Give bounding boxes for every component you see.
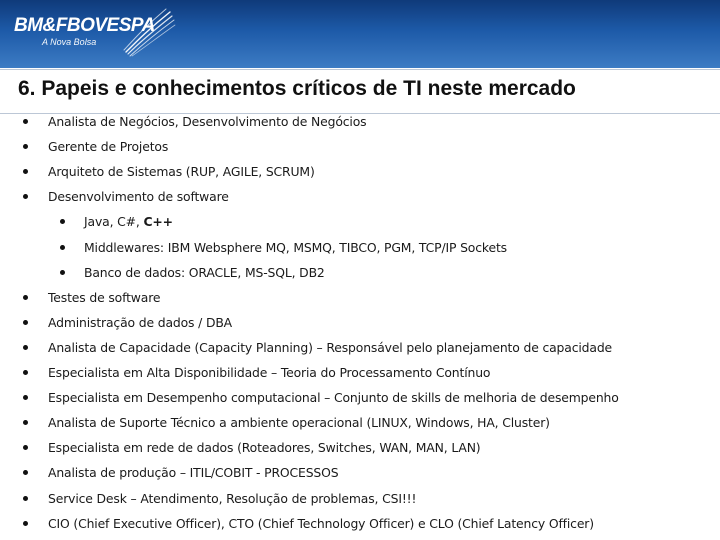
bullet-icon	[23, 445, 28, 450]
list-item-text	[48, 390, 619, 405]
list-item-text	[48, 290, 160, 305]
bullet-icon	[60, 270, 65, 275]
bullet-icon	[23, 370, 28, 375]
list-item-label: Especialista em Desempenho computacional – Conjunto de skills de melhoria de desempenho	[48, 390, 619, 406]
list-item-label: Testes de software	[48, 289, 161, 305]
list-item-label: Especialista em Alta Disponibilidade – Teoria do Processamento Contínuo	[48, 365, 491, 380]
list-item-text	[48, 114, 366, 129]
bullet-icon	[23, 320, 28, 325]
bullet-icon	[23, 144, 28, 149]
list-item-label: Java, C#,	[84, 214, 144, 230]
list-item-text	[48, 465, 338, 480]
bullet-icon	[23, 496, 28, 501]
list-item-label: Analista de Capacidade (Capacity Planning) – Responsável pelo planejamento de capacidade	[48, 339, 613, 355]
bullet-icon	[60, 219, 65, 224]
list-item-text	[48, 440, 481, 455]
bullet-icon	[23, 470, 28, 475]
list-item-label: Analista de Negócios, Desenvolvimento de Negócios	[48, 114, 367, 129]
list-item-text	[48, 365, 490, 380]
list-item-bold-label: C++	[143, 214, 173, 230]
bullet-icon	[23, 420, 28, 425]
list-item-label: Arquiteto de Sistemas (RUP, AGILE, SCRUM)	[48, 164, 315, 180]
list-item-label: Gerente de Projetos	[48, 139, 169, 155]
list-item-text	[48, 189, 229, 204]
bullet-icon	[23, 345, 28, 350]
bullet-icon	[23, 194, 28, 199]
logo-tagline: A Nova Bolsa	[42, 37, 97, 47]
list-item-text	[48, 516, 594, 531]
list-item-label: CIO (Chief Executive Officer), CTO (Chief Technology Officer) e CLO (Chief Latency Officer)	[48, 515, 594, 531]
slide-title: 6. Papeis e conhecimentos críticos de TI neste mercado	[18, 77, 576, 100]
list-item-label: Banco de dados: ORACLE, MS-SQL, DB2	[84, 264, 325, 280]
logo-name: BM&FBOVESPA	[14, 15, 155, 36]
bullet-icon	[23, 395, 28, 400]
list-item-text	[48, 139, 168, 154]
list-item-label: Middlewares: IBM Websphere MQ, MSMQ, TIBCO, PGM, TCP/IP Sockets	[84, 239, 507, 255]
list-item-text	[48, 415, 550, 430]
bullet-icon	[23, 119, 28, 124]
list-item-text	[48, 491, 416, 506]
list-item-label: Especialista em rede de dados (Roteadores, Switches, WAN, MAN, LAN)	[48, 440, 481, 456]
list-item-text	[48, 315, 232, 330]
logo-swoosh-icon	[120, 6, 176, 58]
bullet-icon	[60, 245, 65, 250]
list-item-label: Analista de Suporte Técnico a ambiente operacional (LINUX, Windows, HA, Cluster)	[48, 415, 550, 431]
list-item-label: Analista de produção – ITIL/COBIT - PROCESSOS	[48, 465, 339, 481]
list-item-text	[84, 265, 325, 280]
list-item-text	[84, 214, 173, 229]
bullet-icon	[23, 169, 28, 174]
list-item-label: Administração de dados / DBA	[48, 314, 233, 330]
list-item-text	[48, 164, 315, 179]
header-banner	[0, 0, 720, 68]
list-item-text	[84, 240, 507, 255]
bullet-icon	[23, 295, 28, 300]
bullet-icon	[23, 521, 28, 526]
list-item-label: Desenvolvimento de software	[48, 189, 229, 205]
list-item-label: Service Desk – Atendimento, Resolução de problemas, CSI!!!	[48, 490, 417, 506]
list-item-text	[48, 340, 612, 355]
